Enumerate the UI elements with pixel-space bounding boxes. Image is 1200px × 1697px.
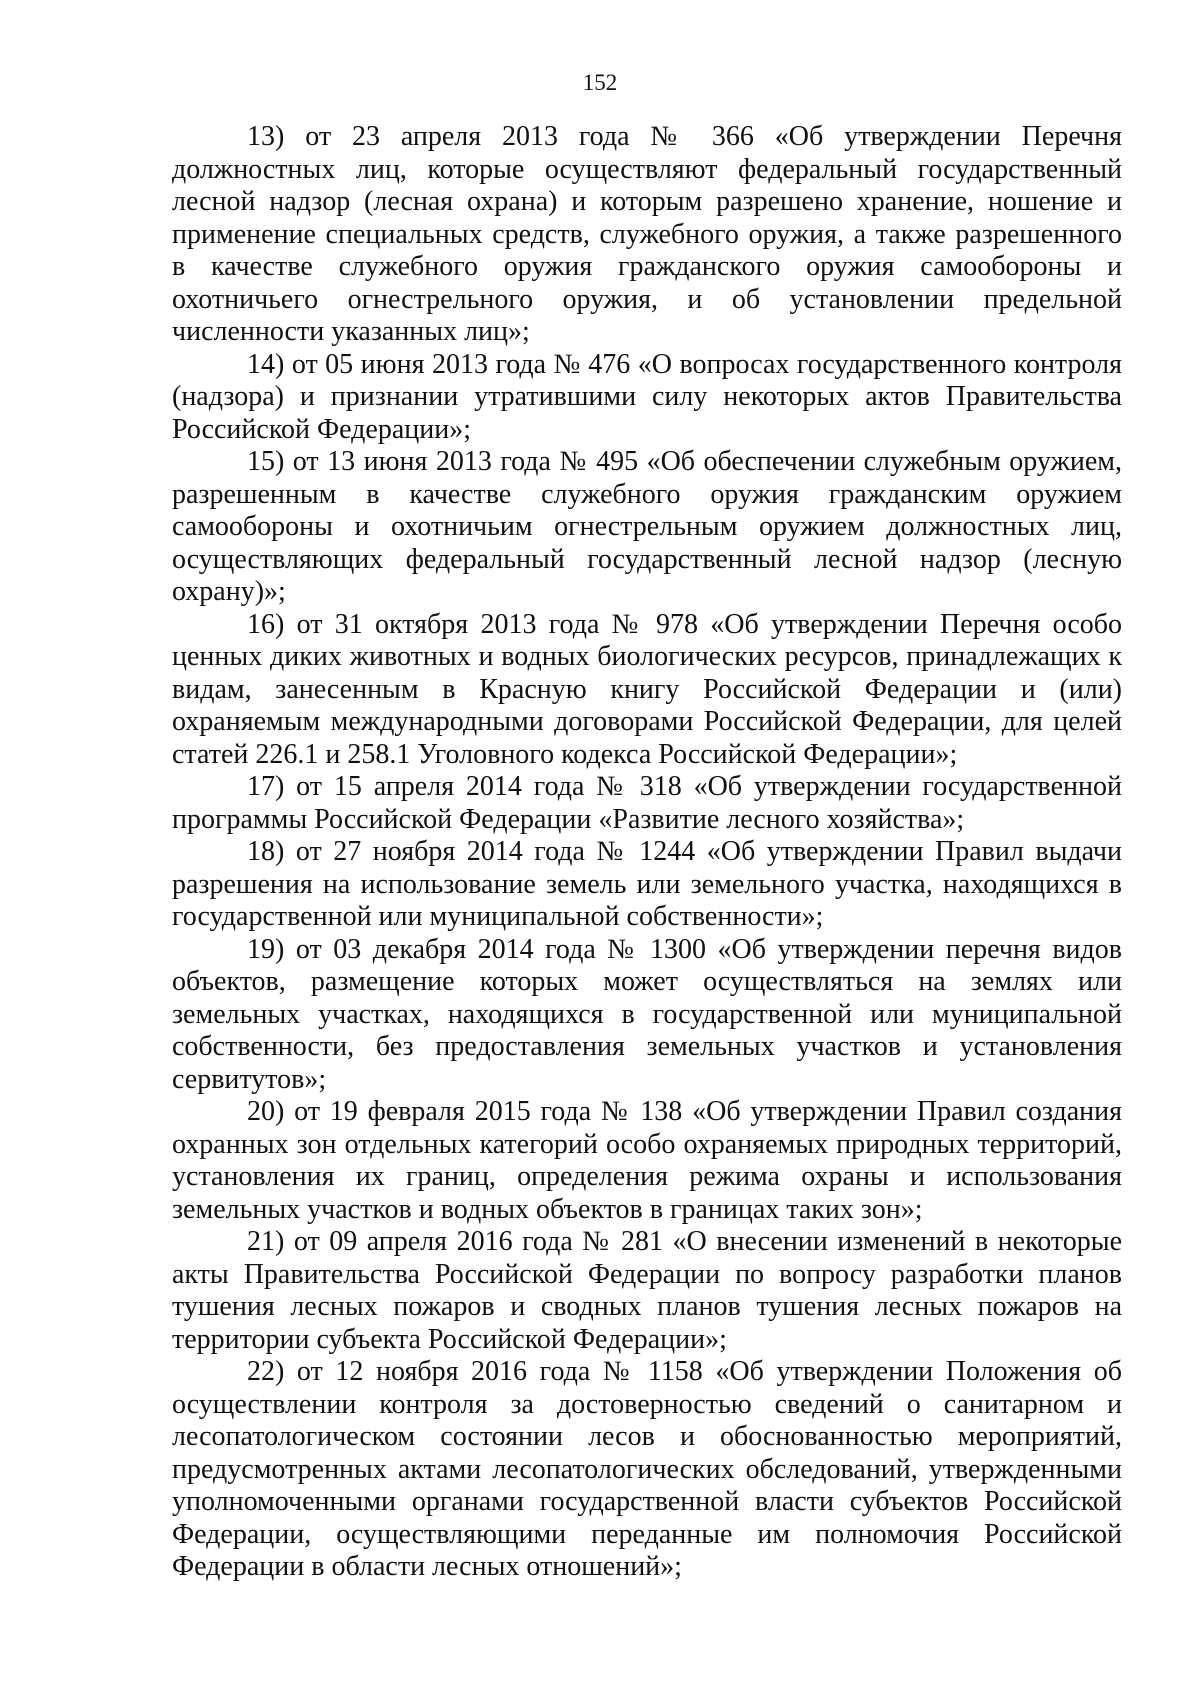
list-item-19: 19) от 03 декабря 2014 года № 1300 «Об утверждении перечня видов объектов, размещение которых может осуществляться на землях или земельных участках, находящихся в государственной или муниципальной собственности, без предоставления земельных участков и установления сервитутов»; bbox=[172, 933, 1122, 1095]
list-item-22: 22) от 12 ноября 2016 года № 1158 «Об утверждении Положения об осуществлении контроля за достоверностью сведений о санитарном и лесопатологическом состоянии лесов и обоснованностью мероприятий, предусмотренных актами лесопатологических обследований, утвержденными уполномоченными органами государственной власти субъектов Российской Федерации, осуществляющими переданные им полномочия Российской Федерации в области лесных отношений»; bbox=[172, 1356, 1122, 1582]
list-item-13: 13) от 23 апреля 2013 года № 366 «Об утверждении Перечня должностных лиц, которые осуществляют федеральный государственный лесной надзор (лесная охрана) и которым разрешено хранение, ношение и применение специальных средств, служебного оружия, а также разрешенного в качестве служебного оружия гражданского оружия самообороны и охотничьего огнестрельного оружия, и об установлении предельной численности указанных лиц»; bbox=[172, 121, 1122, 347]
list-item-18: 18) от 27 ноября 2014 года № 1244 «Об утверждении Правил выдачи разрешения на использование земель или земельного участка, находящихся в государственной или муниципальной собственности»; bbox=[172, 836, 1122, 932]
list-item-21: 21) от 09 апреля 2016 года № 281 «О внесении изменений в некоторые акты Правительства Российской Федерации по вопросу разработки планов тушения лесных пожаров и сводных планов тушения лесных пожаров на территории субъекта Российской Федерации»; bbox=[172, 1226, 1122, 1355]
list-item-14: 14) от 05 июня 2013 года № 476 «О вопросах государственного контроля (надзора) и признании утратившими силу некоторых актов Правительства Российской Федерации»; bbox=[172, 348, 1122, 445]
page-number: 152 bbox=[582, 70, 618, 95]
list-item-17: 17) от 15 апреля 2014 года № 318 «Об утверждении государственной программы Российской Федерации «Развитие лесного хозяйства»; bbox=[172, 771, 1122, 835]
list-item-20: 20) от 19 февраля 2015 года № 138 «Об утверждении Правил создания охранных зон отдельных категорий особо охраняемых природных территорий, установления их границ, определения режима охраны и использования земельных участков и водных объектов в границах таких зон»; bbox=[172, 1096, 1122, 1225]
list-item-15: 15) от 13 июня 2013 года № 495 «Об обеспечении служебным оружием, разрешенным в качестве служебного оружия гражданским оружием самообороны и охотничьим огнестрельным оружием должностных лиц, осуществляющих федеральный государственный лесной надзор (лесную охрану)»; bbox=[172, 446, 1122, 607]
document-body bbox=[172, 121, 1122, 1584]
list-item-16: 16) от 31 октября 2013 года № 978 «Об утверждении Перечня особо ценных диких животных и водных биологических ресурсов, принадлежащих к видам, занесенным в Красную книгу Российской Федерации и (или) охраняемым международными договорами Российской Федерации, для целей статей 226.1 и 258.1 Уголовного кодекса Российской Федерации»; bbox=[172, 608, 1122, 770]
